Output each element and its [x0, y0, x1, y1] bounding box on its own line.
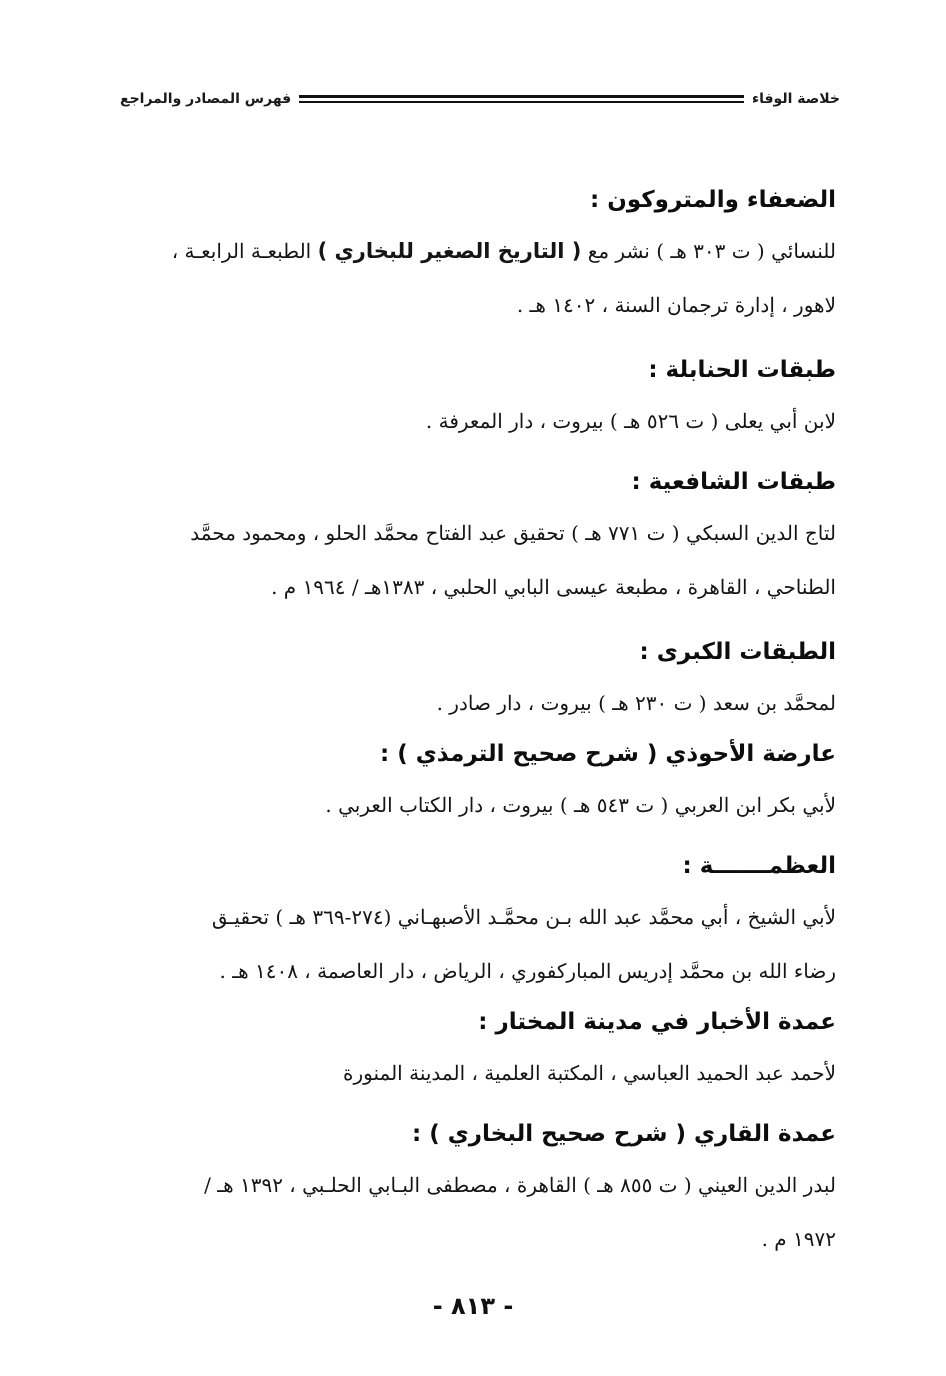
entry-title: الطبقات الكبرى :	[639, 639, 836, 665]
bibliography-entry	[110, 458, 836, 614]
entry-line	[110, 394, 836, 448]
entry-line	[110, 778, 836, 832]
bibliography-entry	[110, 628, 836, 730]
entry-title: عمدة الأخبار في مدينة المختار :	[478, 1009, 836, 1035]
line-text: لتاج الدين السبكي ( ت ٧٧١ هـ ) تحقيق عبد الفتاح محمَّد الحلو ، ومحمود محمَّد	[190, 521, 836, 545]
bibliography-list	[110, 176, 836, 1266]
entry-title: طبقات الحنابلة :	[648, 357, 836, 383]
entry-line	[110, 944, 836, 998]
entry-line	[110, 1158, 836, 1212]
bibliography-entry	[110, 998, 836, 1100]
line-text: لاهور ، إدارة ترجمان السنة ، ١٤٠٢ هـ .	[516, 293, 836, 317]
entry-line	[110, 506, 836, 560]
line-text: لبدر الدين العيني ( ت ٨٥٥ هـ ) القاهرة ، مصطفى البـابي الحلـبي ، ١٣٩٢ هـ /	[204, 1173, 836, 1197]
entry-title: العظمـــــــة :	[682, 853, 836, 879]
line-text: لمحمَّد بن سعد ( ت ٢٣٠ هـ ) بيروت ، دار صادر .	[436, 691, 836, 715]
line-text: للنسائي ( ت ٣٠٣ هـ ) نشر مع	[581, 239, 836, 263]
line-text: ١٩٧٢ م .	[761, 1227, 836, 1251]
header-rule	[299, 95, 744, 103]
bibliography-entry	[110, 730, 836, 832]
line-text: رضاء الله بن محمَّد إدريس المباركفوري ، الرياض ، دار العاصمة ، ١٤٠٨ هـ .	[219, 959, 836, 983]
entry-line	[110, 224, 836, 278]
entry-line	[110, 676, 836, 730]
entry-title: الضعفاء والمتروكون :	[590, 187, 836, 213]
entry-line	[110, 560, 836, 614]
bibliography-entry	[110, 346, 836, 448]
bibliography-entry	[110, 1110, 836, 1266]
line-text-end: الطبعـة الرابعـة ،	[171, 239, 318, 263]
bibliography-entry	[110, 176, 836, 332]
line-text: لأبي بكر ابن العربي ( ت ٥٤٣ هـ ) بيروت ، دار الكتاب العربي .	[325, 793, 836, 817]
entry-line	[110, 890, 836, 944]
running-header	[120, 86, 840, 112]
line-text: لأحمد عبد الحميد العباسي ، المكتبة العلمية ، المدينة المنورة	[343, 1061, 836, 1085]
entry-title: عمدة القاري ( شرح صحيح البخاري ) :	[411, 1121, 836, 1147]
line-text: لابن أبي يعلى ( ت ٥٢٦ هـ ) بيروت ، دار المعرفة .	[425, 409, 836, 433]
section-title: فهرس المصادر والمراجع	[120, 91, 292, 107]
line-bold-title: ( التاريخ الصغير للبخاري )	[317, 239, 582, 263]
entry-line	[110, 1212, 836, 1266]
bibliography-entry	[110, 842, 836, 998]
line-text: الطناحي ، القاهرة ، مطبعة عيسى البابي الحلبي ، ١٣٨٣هـ / ١٩٦٤ م .	[271, 575, 836, 599]
page-number: - ٨١٣ -	[432, 1292, 514, 1320]
entry-line	[110, 278, 836, 332]
entry-line	[110, 1046, 836, 1100]
entry-title: عارضة الأحوذي ( شرح صحيح الترمذي ) :	[379, 741, 836, 767]
entry-title: طبقات الشافعية :	[631, 469, 836, 495]
book-title: خلاصة الوفاء	[751, 91, 840, 107]
line-text: لأبي الشيخ ، أبي محمَّد عبد الله بـن محمَّـد الأصبهـاني (٢٧٤-٣٦٩ هـ ) تحقيـق	[211, 905, 836, 929]
